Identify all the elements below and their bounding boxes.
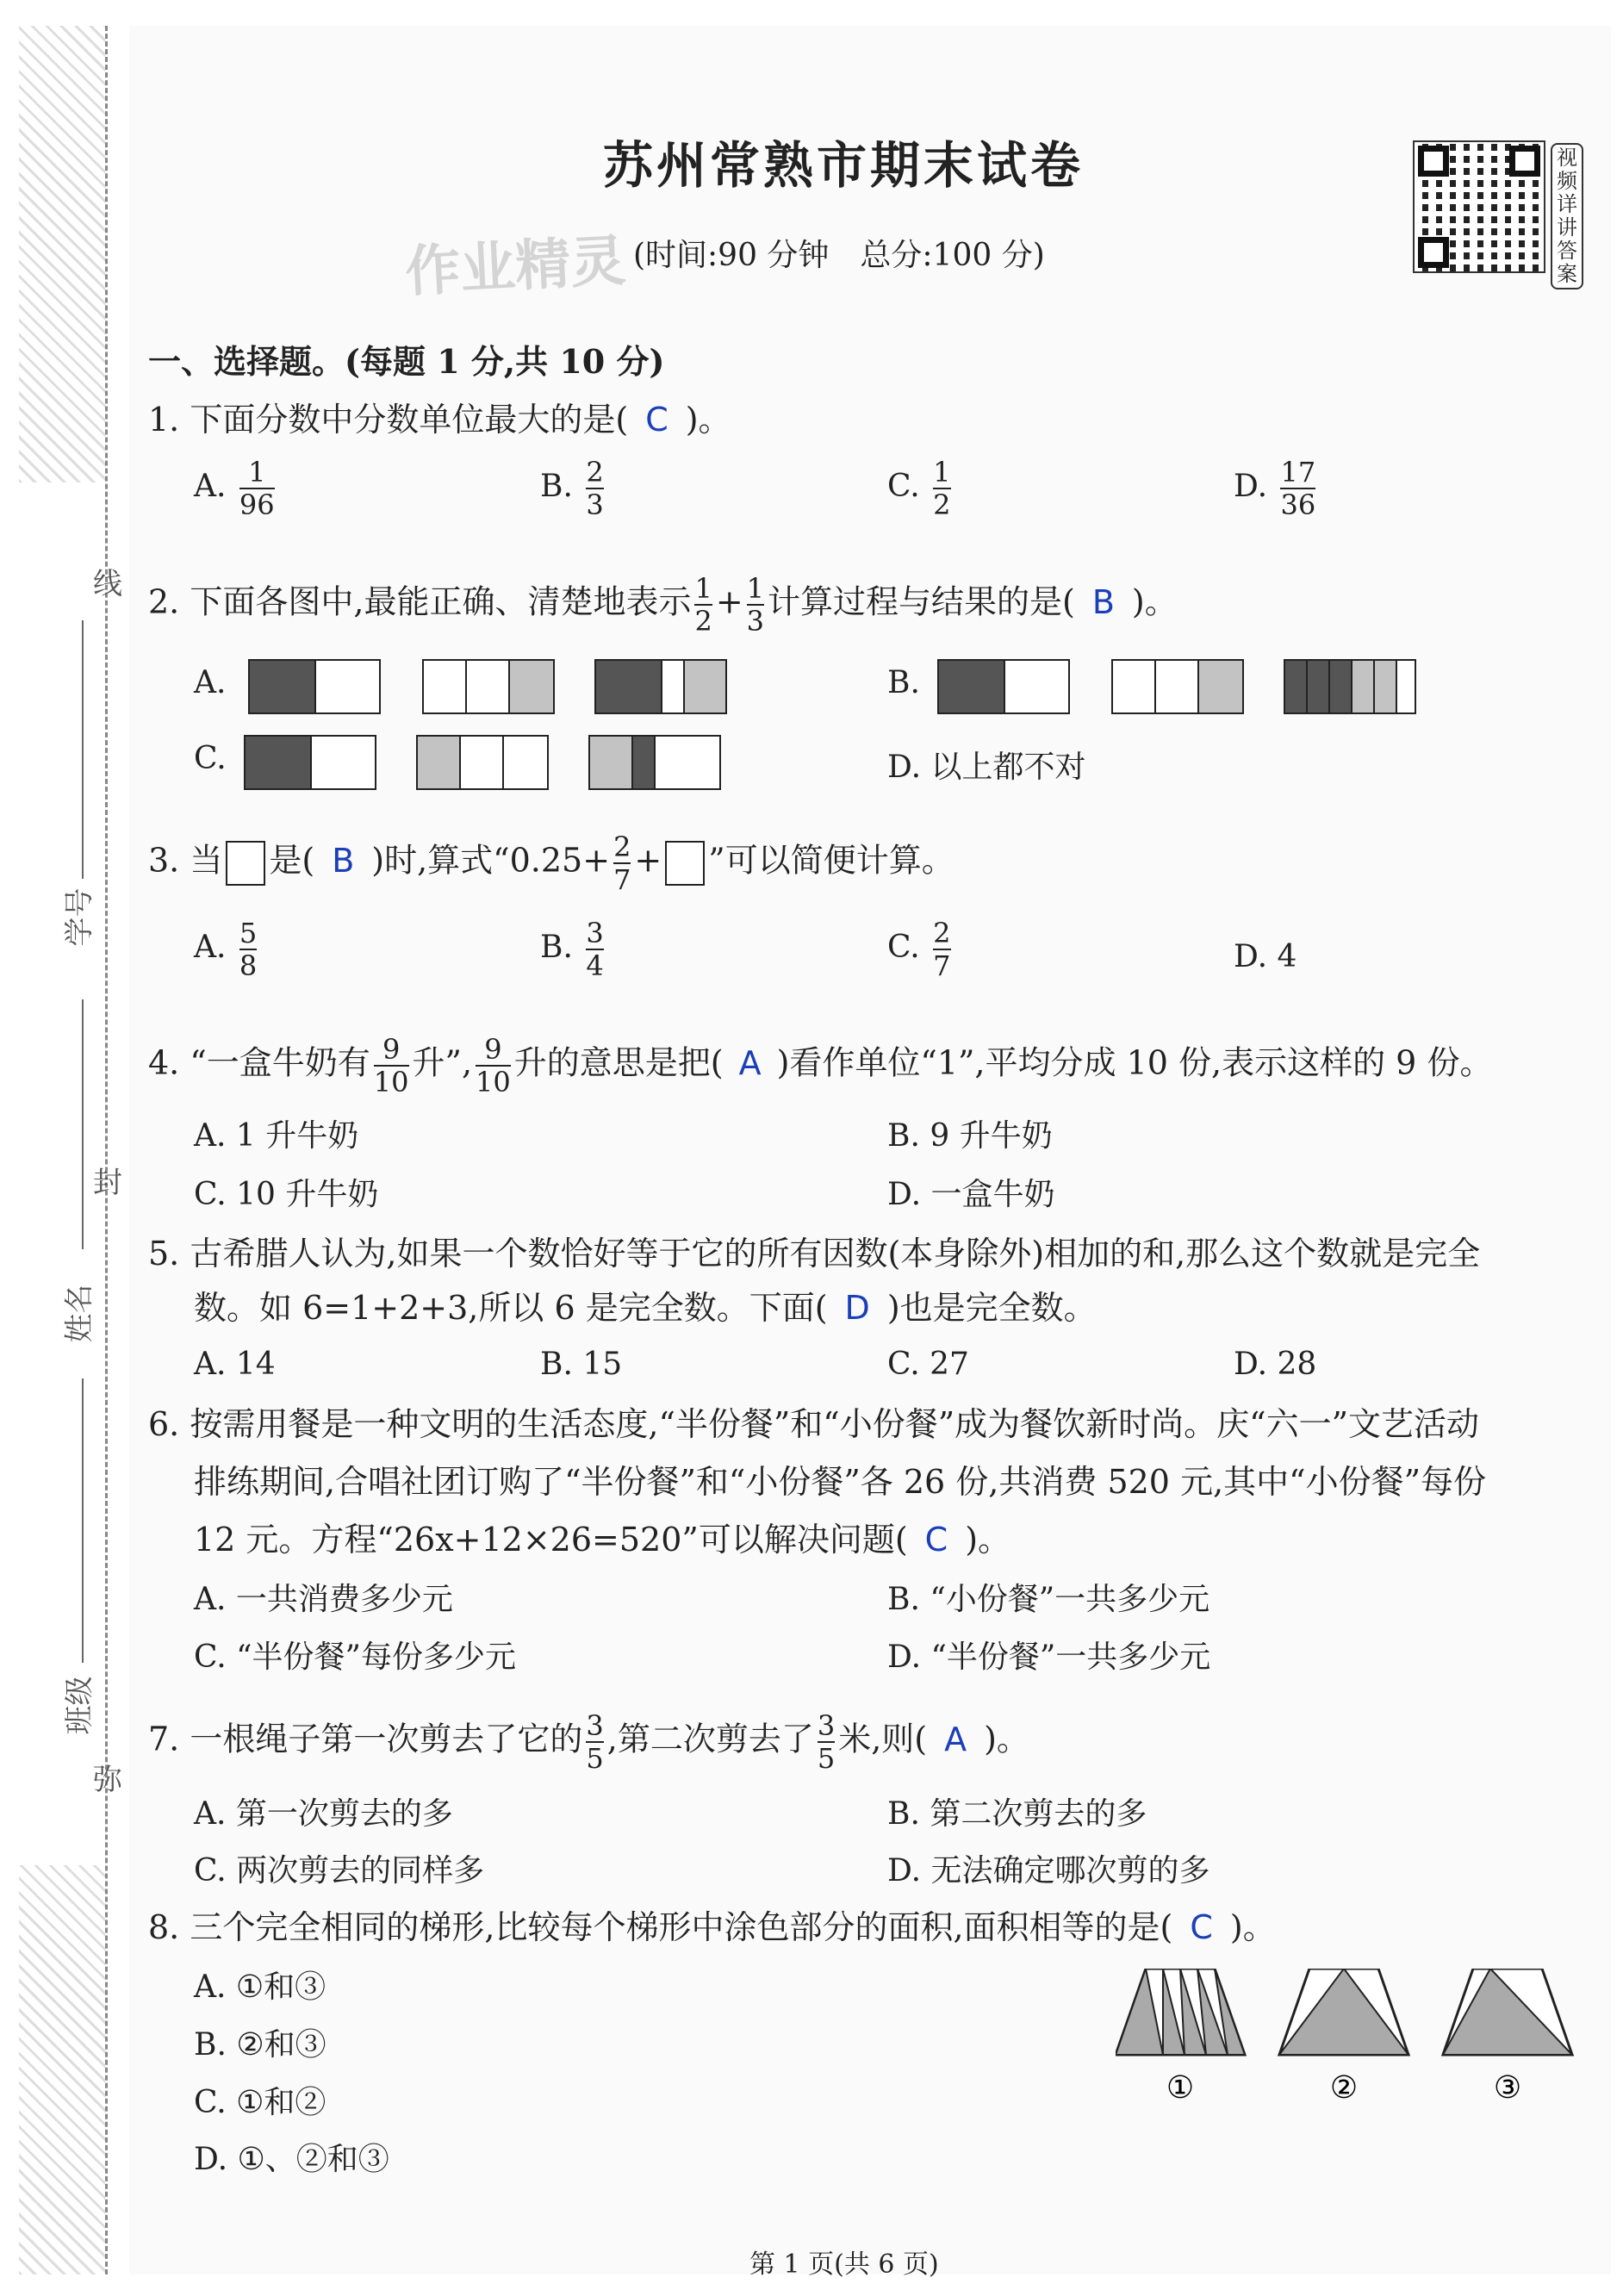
question-8: 8. 三个完全相同的梯形,比较每个梯形中涂色部分的面积,面积相等的是( C )。 — [148, 1908, 1276, 1946]
answer-4: A — [738, 1043, 762, 1082]
watermark: 作业精灵 — [403, 229, 628, 305]
q8-option-a: A. ①和③ — [194, 1969, 326, 2005]
q2-b-fig1 — [937, 659, 1070, 714]
figure-label-2: ② — [1329, 2070, 1359, 2106]
answer-8: C — [1190, 1908, 1213, 1946]
q2-label-b: B. — [887, 665, 920, 700]
trapezoid-3 — [1443, 1969, 1572, 2055]
q2-c-fig2 — [416, 735, 549, 790]
q5-option-d: D. 28 — [1234, 1347, 1317, 1382]
q1-option-d: D. $\frac{17}{36}$ — [1234, 456, 1316, 521]
q2-b-fig3 — [1284, 659, 1416, 714]
q6-option-c: C. “半份餐”每份多少元 — [194, 1640, 516, 1675]
binding-dashed-line — [105, 26, 108, 2274]
question-2: 2. 下面各图中,最能正确、清楚地表示 $\frac{1}{2}$ + $\frac{1}{3}$ 计算过程与结果的是( B )。 — [148, 572, 1178, 638]
q7-option-c: C. 两次剪去的同样多 — [194, 1853, 485, 1888]
hatch-bottom — [19, 1865, 105, 2274]
sidebar-name: 姓名 — [62, 1284, 97, 1343]
question-4: 4. “一盒牛奶有 $\frac{9}{10}$ 升”, $\frac{9}{10}$ 升的意思是把( A )看作单位“1”,平均分成 10 份,表示这样的 9 份。 — [148, 1033, 1493, 1098]
question-5-line2: 数。如 6=1+2+3,所以 6 是完全数。下面( D )也是完全数。 — [194, 1289, 1097, 1327]
q4-option-c: C. 10 升牛奶 — [194, 1177, 379, 1212]
page-footer: 第 1 页(共 6 页) — [749, 2249, 939, 2280]
trapezoid-1 — [1116, 1969, 1245, 2055]
q4-option-a: A. 1 升牛奶 — [194, 1118, 359, 1154]
section-heading: 一、选择题。(每题 1 分,共 10 分) — [148, 342, 665, 381]
answer-7: A — [944, 1720, 967, 1758]
name-line-upper — [82, 999, 84, 1249]
q4-option-d: D. 一盒牛奶 — [887, 1177, 1055, 1212]
page-title: 苏州常熟市期末试卷 — [603, 136, 1085, 195]
sidebar-seal2-char: 弥 — [93, 1763, 122, 1797]
q2-a-fig2 — [422, 659, 555, 714]
question-6-line1: 6. 按需用餐是一种文明的生活态度,“半份餐”和“小份餐”成为餐饮新时尚。庆“六一”文艺活动 — [148, 1405, 1480, 1443]
answer-1: C — [645, 401, 668, 439]
question-6-line2: 排练期间,合唱社团订购了“半份餐”和“小份餐”各 26 份,共消费 520 元,其中“小份餐”每份 — [194, 1463, 1487, 1501]
qr-label: 视 频 详 讲 答 案 — [1551, 143, 1583, 289]
page-subtitle: (时间:90 分钟 总分:100 分) — [633, 238, 1045, 273]
q6-option-a: A. 一共消费多少元 — [194, 1582, 453, 1617]
sidebar-class: 班级 — [62, 1676, 97, 1735]
figure-label-1: ① — [1166, 2070, 1195, 2106]
trapezoid-figures — [1116, 1969, 1598, 2115]
q3-option-a: A. $\frac{5}{8}$ — [194, 917, 258, 982]
q3-option-b: B. $\frac{3}{4}$ — [540, 917, 604, 982]
question-5-line1: 5. 古希腊人认为,如果一个数恰好等于它的所有因数(本身除外)相加的和,那么这个数就是完全 — [148, 1235, 1481, 1272]
q5-option-a: A. 14 — [194, 1347, 276, 1382]
student-no-line — [82, 620, 84, 879]
hatch-top — [19, 26, 105, 482]
question-7: 7. 一根绳子第一次剪去了它的 $\frac{3}{5}$ ,第二次剪去了 $\frac{3}{5}$ 米,则( A )。 — [148, 1709, 1029, 1775]
question-6-line3: 12 元。方程“26x+12×26=520”可以解决问题( C )。 — [194, 1521, 1011, 1559]
q2-label-c: C. — [194, 741, 227, 776]
q3-option-c: C. $\frac{2}{7}$ — [887, 917, 951, 982]
q2-b-fig2 — [1111, 659, 1244, 714]
answer-2: B — [1091, 582, 1115, 621]
q8-option-d: D. ①、②和③ — [194, 2142, 389, 2177]
q2-option-d: D. 以上都不对 — [887, 750, 1086, 785]
q3-option-d: D. 4 — [1234, 939, 1297, 974]
figure-label-3: ③ — [1493, 2070, 1522, 2106]
q7-option-b: B. 第二次剪去的多 — [887, 1796, 1147, 1832]
q2-label-a: A. — [194, 665, 227, 700]
sidebar-student-no: 学号 — [62, 887, 97, 947]
q1-option-c: C. $\frac{1}{2}$ — [887, 456, 951, 521]
qr-code-icon[interactable] — [1413, 140, 1545, 273]
q1-option-a: A. $\frac{1}{96}$ — [194, 456, 275, 521]
q8-option-b: B. ②和③ — [194, 2027, 326, 2063]
trapezoid-2 — [1279, 1969, 1408, 2055]
q7-option-d: D. 无法确定哪次剪的多 — [887, 1853, 1210, 1888]
q2-c-fig3 — [588, 735, 721, 790]
blank-box — [665, 841, 705, 886]
q6-option-d: D. “半份餐”一共多少元 — [887, 1640, 1211, 1675]
sidebar-line-char: 线 — [93, 567, 122, 601]
answer-3: B — [332, 841, 355, 880]
q2-a-fig3 — [594, 659, 727, 714]
q6-option-b: B. “小份餐”一共多少元 — [887, 1582, 1210, 1617]
q7-option-a: A. 第一次剪去的多 — [194, 1796, 453, 1832]
question-3: 3. 当 是( B )时,算式“0.25+ $\frac{2}{7}$ + ”可以简便计算。 — [148, 831, 955, 896]
q8-option-c: C. ①和② — [194, 2085, 326, 2120]
question-1: 1. 下面分数中分数单位最大的是( C )。 — [148, 401, 731, 439]
name-line — [82, 1378, 84, 1663]
q1-option-b: B. $\frac{2}{3}$ — [540, 456, 604, 521]
q5-option-b: B. 15 — [540, 1347, 623, 1382]
q2-c-fig1 — [244, 735, 376, 790]
answer-5: D — [844, 1289, 870, 1327]
sidebar-seal-char: 封 — [93, 1166, 122, 1200]
q5-option-c: C. 27 — [887, 1347, 969, 1382]
q4-option-b: B. 9 升牛奶 — [887, 1118, 1053, 1154]
q2-a-fig1 — [248, 659, 381, 714]
blank-box — [226, 841, 265, 886]
answer-6: C — [924, 1521, 948, 1559]
